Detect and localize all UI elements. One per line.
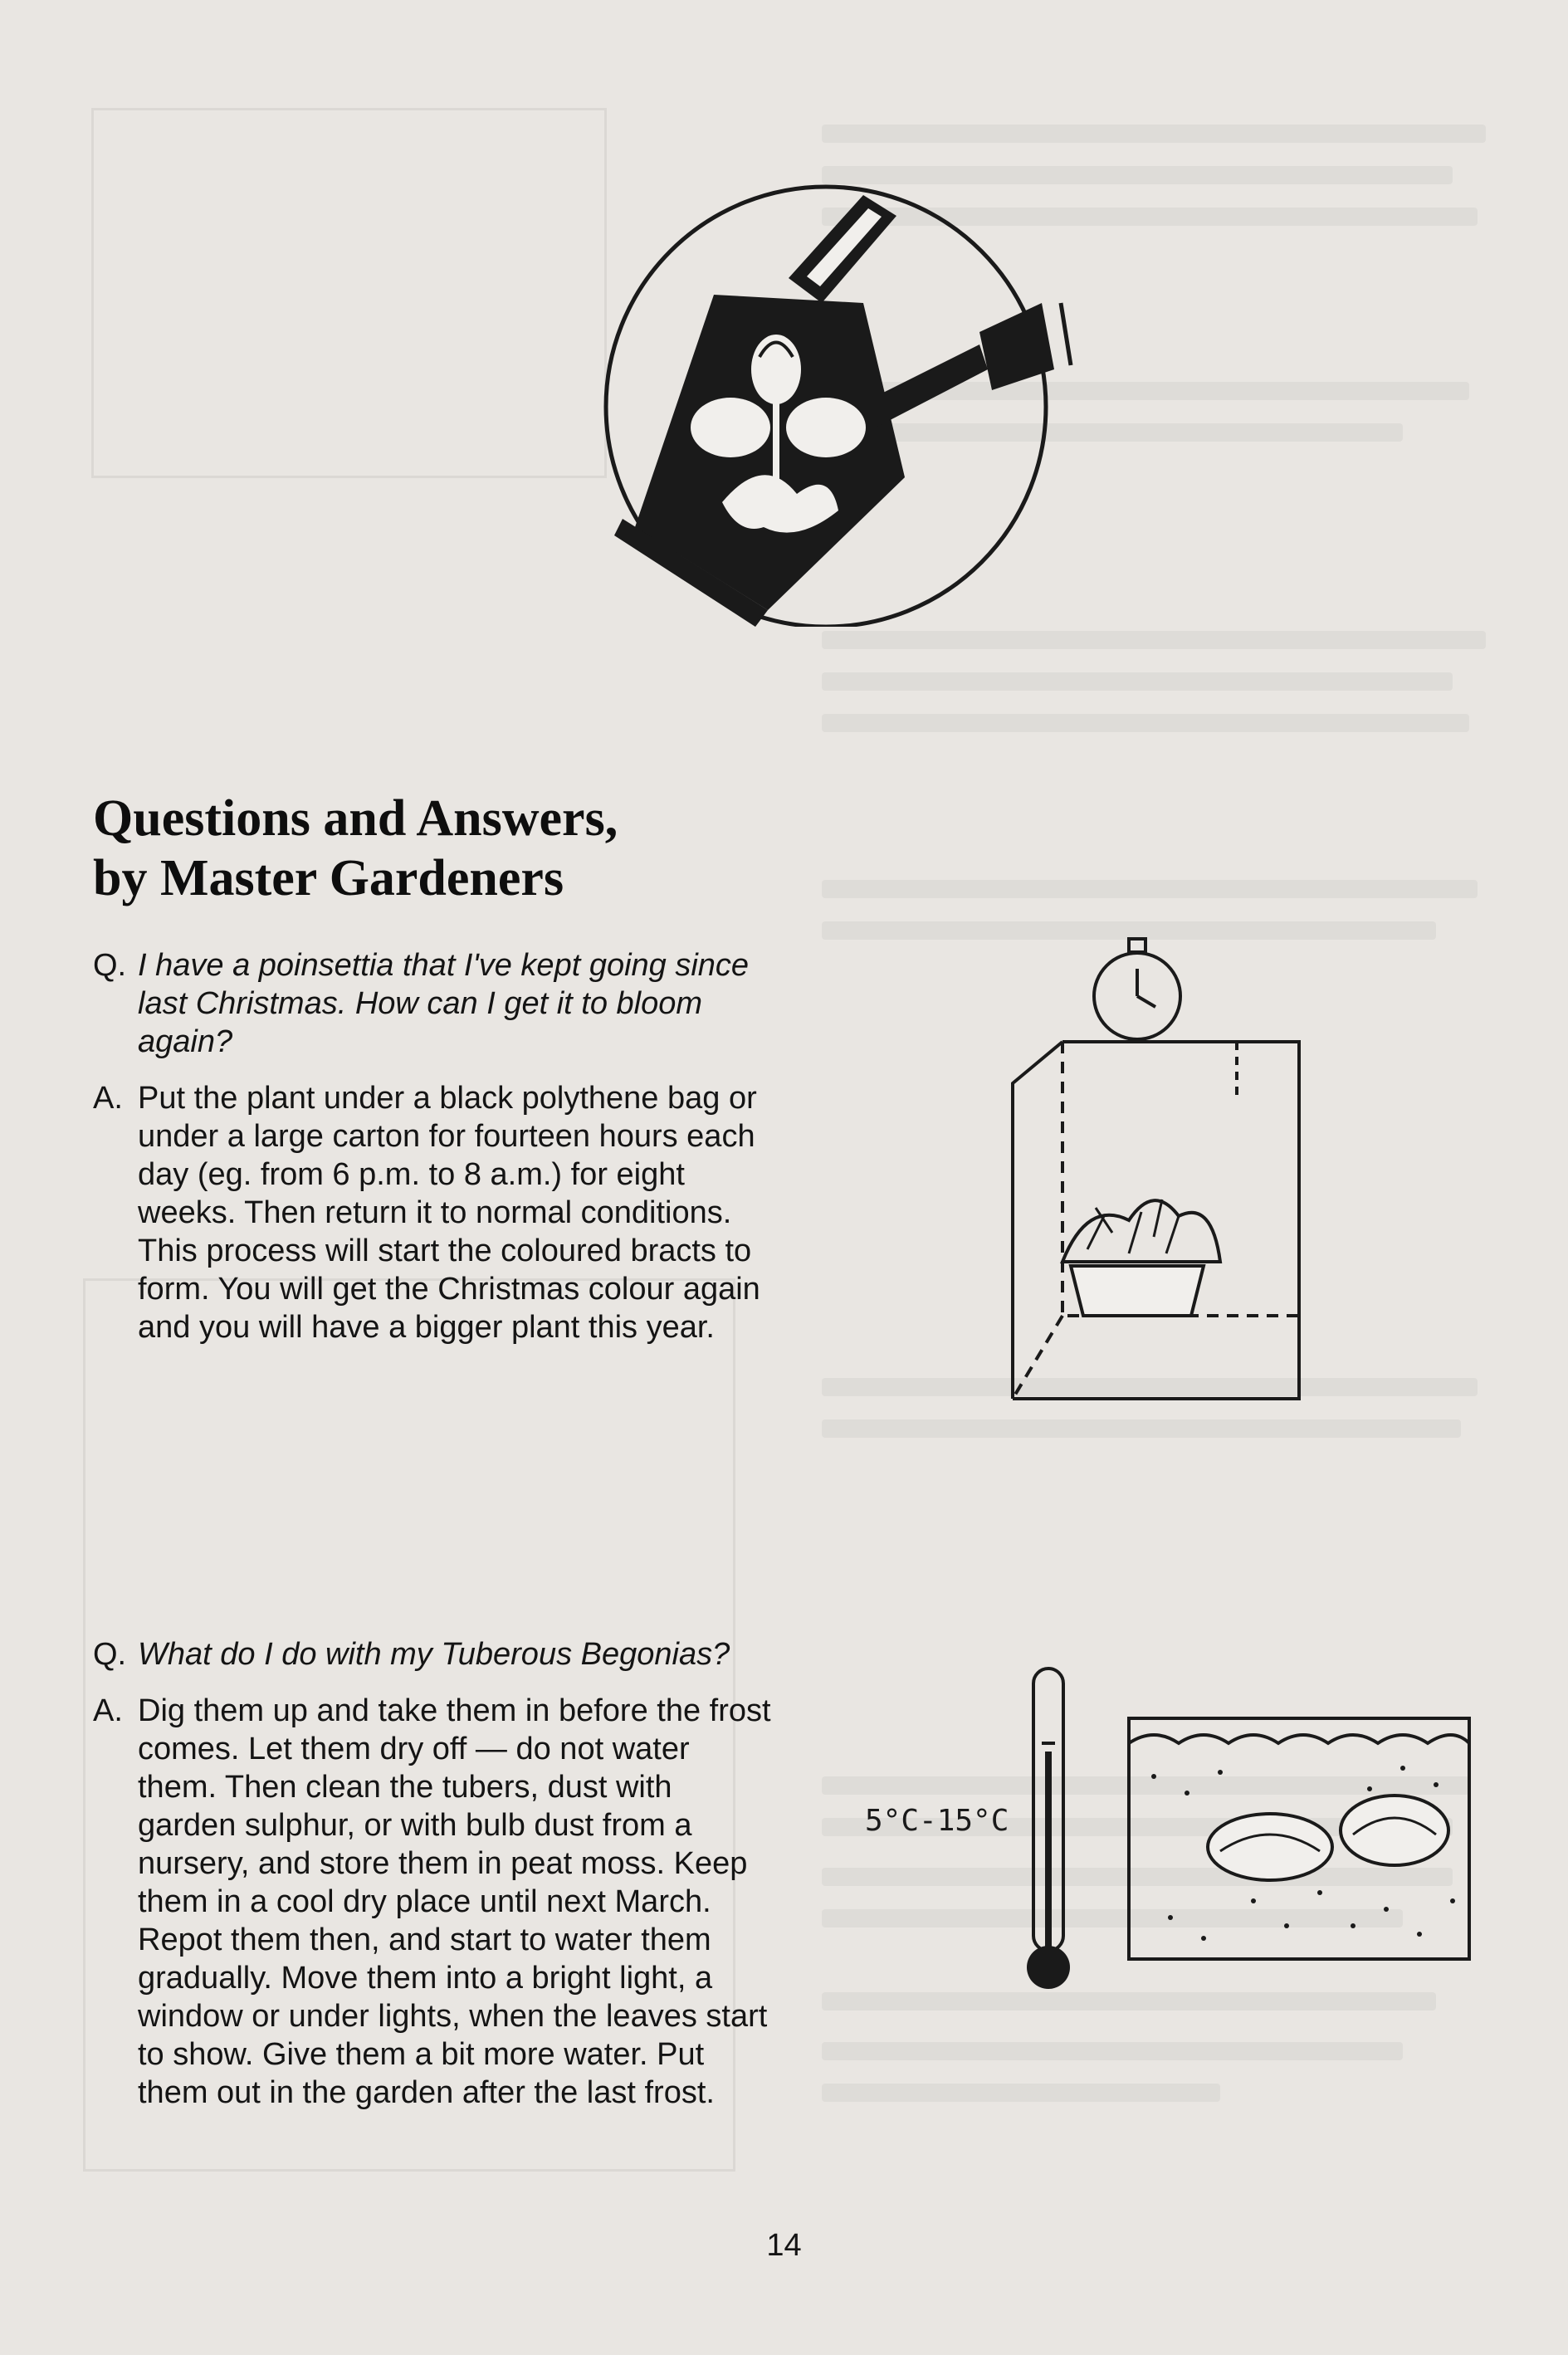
answer-text: Dig them up and take them in before the frost comes. Let them dry off — do not water them. Then clean the tubers, dust with garden sulphur, or with bulb dust from a nursery, and store them in peat moss. Keep them in a cool dry place until next March. Repot them then, and start to water them gradually. Move them into a bright light, a window or under lights, when the leaves start to show. Give them a bit more water. Put them out in the garden after the last frost. [138,1693,771,2110]
answer [93,1692,774,2112]
question-marker: Q. [93,948,127,983]
answer-marker: A. [93,1693,123,1728]
bleed-through-text [822,1419,1461,1438]
question [93,1635,774,1673]
carton-clock-plant-icon [963,934,1353,1415]
page-title [93,789,774,908]
page-title-line-2: by Master Gardeners [93,850,564,906]
bleed-through-text [822,672,1453,691]
answer-text: Put the plant under a black polythene bag or under a large carton for fourteen hours each day (eg. from 6 p.m. to 8 a.m.) for eight weeks. Then return it to normal conditions. This process will start the coloured bracts to form. You will get the Christmas colour again and you will have a bigger plant this year. [138,1081,760,1345]
page-title-line-1: Questions and Answers, [93,790,618,847]
temperature-label: 5°C-15°C [865,1804,1009,1838]
question-text: I have a poinsettia that I've kept going since last Christmas. How can I get it to bloom again? [138,948,750,1059]
question-marker: Q. [93,1637,127,1672]
bleed-through-text [822,125,1486,143]
qa-item-begonias [93,1635,774,2112]
bleed-through-text [822,631,1486,649]
answer-marker: A. [93,1081,123,1116]
qa-item-poinsettia [93,946,774,1346]
bleed-through-text [822,714,1469,732]
answer [93,1079,774,1346]
question-text: What do I do with my Tuberous Begonias? [138,1637,730,1672]
thermometer-icon [855,1652,1486,2034]
bleed-through-frame [91,108,607,478]
bleed-through-text [822,880,1478,898]
page-number: 14 [766,2228,802,2263]
watering-can-icon [589,178,1104,627]
bleed-through-text [822,2084,1220,2102]
bleed-through-text [822,2042,1403,2060]
question [93,946,774,1061]
